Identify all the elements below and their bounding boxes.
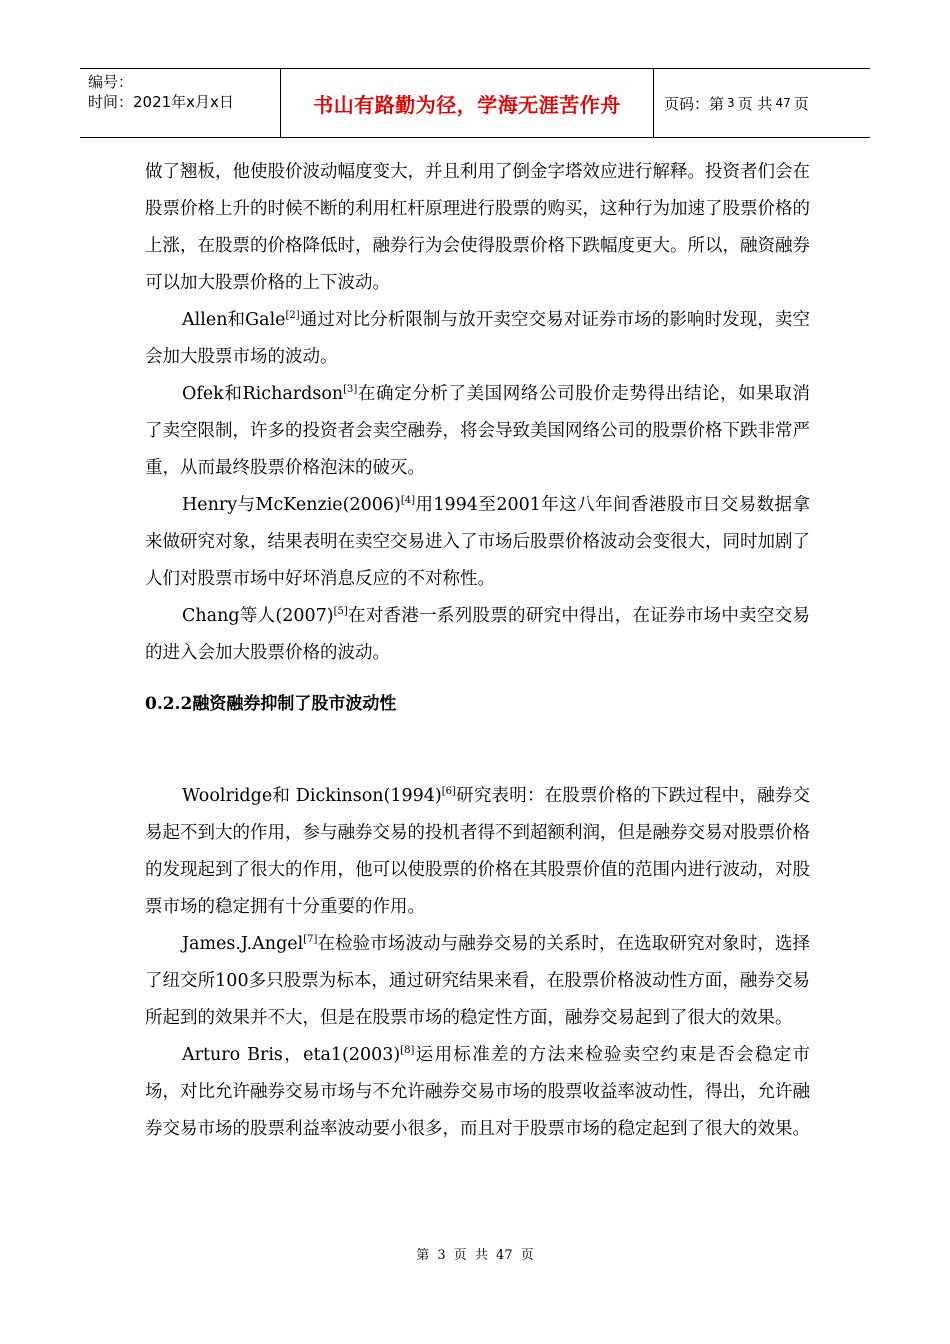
citation-ref: [5]: [333, 606, 348, 617]
page-footer: 第 3 页 共 47 页: [416, 1248, 534, 1263]
page-suffix: 页: [793, 94, 809, 113]
header-motto: 书山有路勤为径，学海无涯苦作舟: [281, 69, 654, 137]
header-meta: [80, 69, 281, 137]
section-heading: 0.2.2融资融券抑制了股市波动性: [145, 694, 397, 714]
paragraph: [145, 487, 810, 598]
page-prefix: 页码：第: [664, 94, 725, 113]
paragraph-lead: Arturo Bris，eta1(2003): [182, 1045, 401, 1065]
paragraph-lead: Henry与McKenzie(2006): [182, 495, 401, 515]
paragraph-lead: Woolridge和 Dickinson(1994): [182, 786, 442, 806]
document-number-label: 编号：: [88, 73, 134, 91]
header-page-info: [654, 69, 870, 137]
paragraph-text: 在确定分析了美国网络公司股价走势得出结论，如果取消了卖空限制，许多的投资者会卖空融券，将会导致美国网络公司的股票价格下跌非常严重，从而最终股票价格泡沫的破灭。: [145, 384, 811, 478]
paragraph: [145, 926, 810, 1037]
paragraph-text: 在检验市场波动与融券交易的关系时，在选取研究对象时，选择了纽交所100多只股票为标本，通过研究结果来看，在股票价格波动性方面，融券交易所起到的效果并不大，但是在股票市场的稳定性方面，融券交易起到了很大的效果。: [145, 934, 810, 1028]
paragraph-lead: Chang等人(2007): [182, 606, 334, 626]
citation-ref: [8]: [400, 1045, 415, 1056]
page-total: 47: [775, 96, 791, 110]
paragraph-text: 通过对比分析限制与放开卖空交易对证券市场的影响时发现，卖空会加大股票市场的波动。: [145, 310, 811, 367]
paragraph-lead: James.J.Angel: [182, 934, 304, 954]
citation-ref: [2]: [285, 310, 300, 321]
citation-ref: [7]: [303, 934, 318, 945]
paragraph: [145, 376, 810, 487]
page-number: 3: [727, 96, 735, 110]
paragraph-lead: Ofek和Richardson: [182, 384, 344, 404]
paragraph-text: 运用标准差的方法来检验卖空约束是否会稳定市场，对比允许融券交易市场与不允许融券交易市场的股票收益率波动性，得出，允许融券交易市场的股票利益率波动要小很多，而且对于股票市场的稳定起到了很大的效果。: [145, 1045, 810, 1139]
paragraph-lead: Allen和Gale: [182, 310, 286, 330]
paragraph: [145, 778, 810, 926]
paragraph: [145, 1037, 810, 1148]
paragraph: [145, 598, 810, 672]
paragraph-text: 用1994至2001年这八年间香港股市日交易数据拿来做研究对象，结果表明在卖空交易进入了市场后股票价格波动会变很大，同时加剧了人们对股票市场中好坏消息反应的不对称性。: [145, 495, 810, 589]
paragraph-text: 在对香港一系列股票的研究中得出，在证券市场中卖空交易的进入会加大股票价格的波动。: [145, 606, 810, 663]
citation-ref: [4]: [400, 495, 416, 506]
paragraph: 做了翘板，他使股价波动幅度变大，并且利用了倒金字塔效应进行解释。投资者们会在股票价格上升的时候不断的利用杠杆原理进行股票的购买，这种行为加速了股票价格的上涨，在股票的价格降低时，融券行为会使得股票价格下跌幅度更大。所以，融资融券可以加大股票价格的上下波动。: [145, 162, 810, 293]
citation-ref: [6]: [441, 786, 456, 797]
citation-ref: [3]: [343, 384, 358, 395]
paragraph-text: 研究表明：在股票价格的下跌过程中，融券交易起不到大的作用，参与融券交易的投机者得不到超额利润，但是融券交易对股票价格的发现起到了很大的作用，他可以使股票的价格在其股票价值的范围内进行波动，对股票市场的稳定拥有十分重要的作用。: [145, 786, 810, 917]
document-body: [145, 154, 810, 1148]
paragraph: [145, 302, 810, 376]
document-date: 时间：2021年x月x日: [88, 93, 234, 111]
page-header: [80, 68, 870, 138]
page-mid: 页 共: [737, 94, 773, 113]
